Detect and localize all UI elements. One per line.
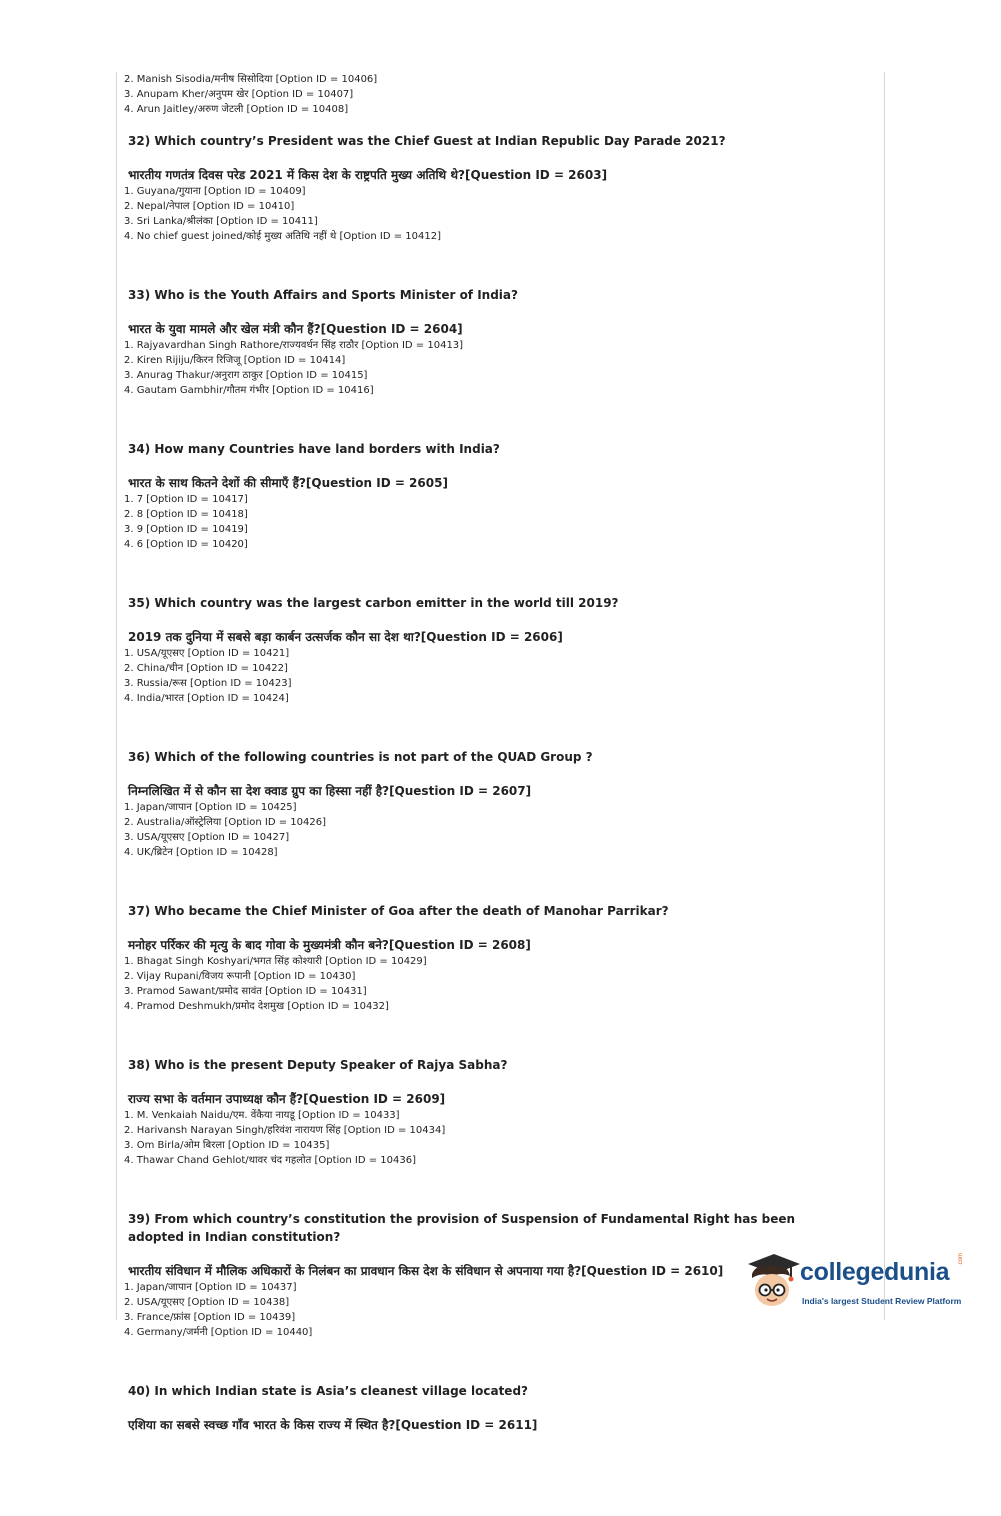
option: 4. India/भारत [Option ID = 10424] (124, 693, 289, 704)
option: 3. 9 [Option ID = 10419] (124, 524, 248, 535)
option: 2. USA/यूएसए [Option ID = 10438] (124, 1297, 290, 1308)
question-english: 40) In which Indian state is Asia’s cleanest village located? (128, 1384, 528, 1398)
question-hindi: एशिया का सबसे स्वच्छ गाँव भारत के किस राज्य में स्थित है?[Question ID = 2611] (128, 1418, 538, 1432)
option: 1. Bhagat Singh Koshyari/भगत सिंह कोश्यारी [Option ID = 10429] (124, 956, 427, 967)
option: 4. Thawar Chand Gehlot/थावर चंद गहलोत [Option ID = 10436] (124, 1155, 417, 1166)
option: 4. Gautam Gambhir/गौतम गंभीर [Option ID = 10416] (124, 385, 374, 396)
option: 2. Harivansh Narayan Singh/हरिवंश नारायण सिंह [Option ID = 10434] (124, 1125, 446, 1136)
collegedunia-logo (742, 1250, 970, 1314)
question-32 (124, 132, 864, 266)
option-list (124, 184, 864, 244)
question-english: 36) Which of the following countries is not part of the QUAD Group ? (128, 750, 593, 764)
option: 3. USA/यूएसए [Option ID = 10427] (124, 832, 290, 843)
question-hindi: 2019 तक दुनिया में सबसे बड़ा कार्बन उत्सर्जक कौन सा देश था?[Question ID = 2606] (128, 630, 563, 644)
option-list (124, 338, 864, 398)
option: 2. 8 [Option ID = 10418] (124, 509, 248, 520)
option: 3. Russia/रूस [Option ID = 10423] (124, 678, 292, 689)
question-hindi: भारतीय संविधान में मौलिक अधिकारों के निलंबन का प्रावधान किस देश के संविधान से अपनाया गया है?[Question ID = 2610] (128, 1264, 724, 1278)
option: 4. 6 [Option ID = 10420] (124, 539, 248, 550)
option: 2. China/चीन [Option ID = 10422] (124, 663, 288, 674)
option: 4. Germany/जर्मनी [Option ID = 10440] (124, 1327, 313, 1338)
option: 1. Guyana/गुयाना [Option ID = 10409] (124, 186, 306, 197)
option: 1. USA/यूएसए [Option ID = 10421] (124, 648, 290, 659)
option: 4. No chief guest joined/कोई मुख्य अतिथि नहीं थे [Option ID = 10412] (124, 231, 441, 242)
question-36 (124, 748, 864, 882)
question-38 (124, 1056, 864, 1190)
option-list (124, 1108, 864, 1168)
option: 4. UK/ब्रिटेन [Option ID = 10428] (124, 847, 278, 858)
logo-suffix: .com (958, 1252, 964, 1266)
logo-brand: collegedunia (800, 1258, 950, 1286)
question-33 (124, 286, 864, 420)
page-margin-right (884, 72, 885, 1320)
question-34 (124, 440, 864, 574)
option-list (124, 800, 864, 860)
option: 1. Rajyavardhan Singh Rathore/राज्यवर्धन सिंह राठौर [Option ID = 10413] (124, 340, 464, 351)
question-english: 38) Who is the present Deputy Speaker of Rajya Sabha? (128, 1058, 508, 1072)
option: 3. Pramod Sawant/प्रमोद सावंत [Option ID = 10431] (124, 986, 367, 997)
question-english: 32) Which country’s President was the Chief Guest at Indian Republic Day Parade 2021? (128, 134, 726, 148)
option: 3. France/फ्रांस [Option ID = 10439] (124, 1312, 296, 1323)
question-37 (124, 902, 864, 1036)
option-list (124, 646, 864, 706)
question-hindi: भारतीय गणतंत्र दिवस परेड 2021 में किस देश के राष्ट्रपति मुख्य अतिथि थे?[Question ID = 2603] (128, 168, 608, 182)
question-hindi: राज्य सभा के वर्तमान उपाध्यक्ष कौन हैं?[Question ID = 2609] (128, 1092, 446, 1106)
page-margin-left (116, 72, 117, 1320)
option: 1. Japan/जापान [Option ID = 10425] (124, 802, 297, 813)
question-english: 39) From which country’s constitution the provision of Suspension of Fundamental Right has been adopted in Indian constitution? (128, 1212, 796, 1244)
question-hindi: भारत के युवा मामले और खेल मंत्री कौन हैं?[Question ID = 2604] (128, 322, 463, 336)
option: 2. Nepal/नेपाल [Option ID = 10410] (124, 201, 295, 212)
question-hindi: मनोहर पर्रिकर की मृत्यु के बाद गोवा के मुख्यमंत्री कौन बने?[Question ID = 2608] (128, 938, 531, 952)
option: 3. Om Birla/ओम बिरला [Option ID = 10435] (124, 1140, 330, 1151)
question-english: 35) Which country was the largest carbon emitter in the world till 2019? (128, 596, 619, 610)
question-40 (124, 1382, 864, 1516)
question-hindi: निम्नलिखित में से कौन सा देश क्वाड ग्रुप का हिस्सा नहीं है?[Question ID = 2607] (128, 784, 532, 798)
option: 2. Kiren Rijiju/किरन रिजिजू [Option ID = 10414] (124, 355, 346, 366)
option: 4. Arun Jaitley/अरुण जेटली [Option ID = 10408] (124, 104, 349, 115)
question-35 (124, 594, 864, 728)
question-english: 37) Who became the Chief Minister of Goa after the death of Manohar Parrikar? (128, 904, 669, 918)
question-english: 33) Who is the Youth Affairs and Sports Minister of India? (128, 288, 518, 302)
option: 3. Anupam Kher/अनुपम खेर [Option ID = 10407] (124, 89, 354, 100)
option: 4. Pramod Deshmukh/प्रमोद देशमुख [Option ID = 10432] (124, 1001, 389, 1012)
mascot-icon (742, 1250, 802, 1314)
option: 3. Anurag Thakur/अनुराग ठाकुर [Option ID = 10415] (124, 370, 368, 381)
continued-options (124, 72, 864, 124)
option: 1. Japan/जापान [Option ID = 10437] (124, 1282, 297, 1293)
option: 3. Sri Lanka/श्रीलंका [Option ID = 10411] (124, 216, 318, 227)
question-hindi: भारत के साथ कितने देशों की सीमाएँ हैं?[Question ID = 2605] (128, 476, 448, 490)
option: 2. Australia/ऑस्ट्रेलिया [Option ID = 10426] (124, 817, 326, 828)
option: 2. Vijay Rupani/विजय रूपानी [Option ID = 10430] (124, 971, 356, 982)
question-english: 34) How many Countries have land borders with India? (128, 442, 500, 456)
option-list (124, 492, 864, 552)
option-list (124, 954, 864, 1014)
option: 1. M. Venkaiah Naidu/एम. वेंकैया नायडू [Option ID = 10433] (124, 1110, 400, 1121)
logo-tagline: India's largest Student Review Platform (802, 1296, 962, 1306)
option: 1. 7 [Option ID = 10417] (124, 494, 248, 505)
option: 2. Manish Sisodia/मनीष सिसोदिया [Option ID = 10406] (124, 74, 378, 85)
